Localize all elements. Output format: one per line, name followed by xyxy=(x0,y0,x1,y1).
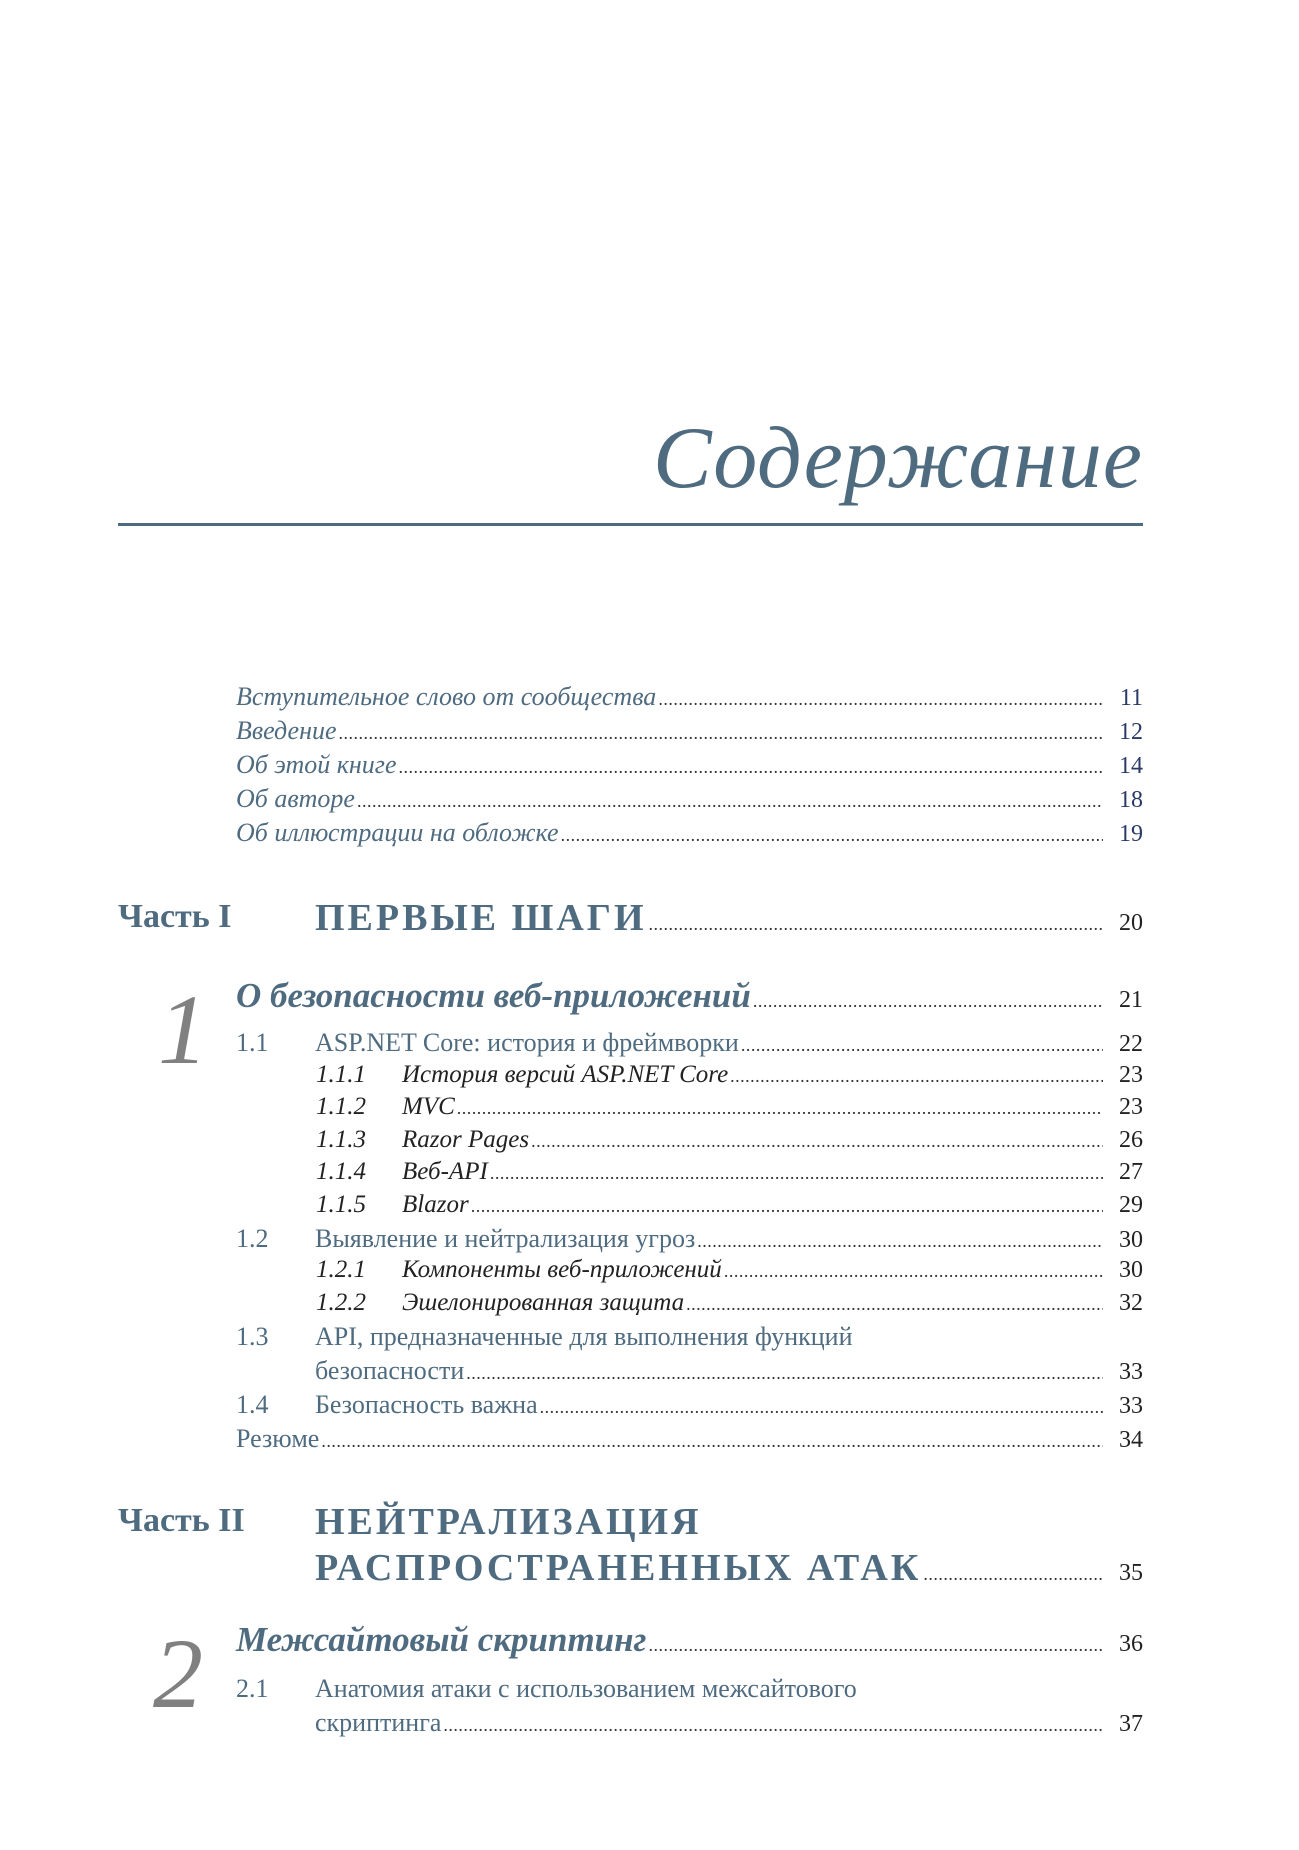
toc-entry-about-book[interactable] xyxy=(0,750,1299,780)
subsection-number: 1.1.4 xyxy=(316,1158,366,1185)
subsection-title: Веб-API xyxy=(402,1158,488,1185)
toc-entry-subsection-1-1-3[interactable] xyxy=(0,1126,1299,1154)
subsection-title: Blazor xyxy=(402,1191,469,1218)
title-rule xyxy=(118,523,1143,526)
toc-page-number: 23 xyxy=(1119,1094,1143,1120)
section-title: ASP.NET Core: история и фреймворки xyxy=(315,1028,739,1057)
leader-dots xyxy=(686,1294,1103,1315)
toc-entry-section-1-2[interactable] xyxy=(0,1224,1299,1254)
toc-entry-subsection-1-1-4[interactable] xyxy=(0,1158,1299,1186)
toc-entry-chapter-1[interactable] xyxy=(0,976,1299,1016)
subsection-number: 1.1.3 xyxy=(316,1126,366,1153)
toc-entry-subsection-1-1-1[interactable] xyxy=(0,1061,1299,1089)
toc-page-number: 21 xyxy=(1119,987,1143,1013)
leader-dots xyxy=(357,791,1103,812)
section-title: Безопасность важна xyxy=(315,1390,538,1419)
subsection-title: Razor Pages xyxy=(402,1126,530,1153)
toc-entry-summary[interactable] xyxy=(0,1424,1299,1454)
toc-page-number: 23 xyxy=(1119,1062,1143,1088)
toc-page-number: 30 xyxy=(1119,1257,1143,1283)
toc-page-number: 14 xyxy=(1119,753,1143,779)
toc-entry-part-1[interactable] xyxy=(0,896,1299,940)
leader-dots xyxy=(658,689,1103,710)
leader-dots xyxy=(730,1066,1103,1087)
leader-dots xyxy=(724,1261,1103,1282)
part-2-title-line-1: НЕЙТРАЛИЗАЦИЯ xyxy=(315,1501,702,1543)
leader-dots xyxy=(741,1035,1103,1056)
toc-entry-introduction[interactable] xyxy=(0,716,1299,746)
toc-page-number: 33 xyxy=(1119,1393,1143,1419)
toc-page-number: 12 xyxy=(1119,719,1143,745)
summary-title: Резюме xyxy=(236,1424,320,1453)
chapter-title: Межсайтовый скриптинг xyxy=(236,1620,647,1659)
part-2-label: Часть II xyxy=(118,1502,245,1539)
subsection-title: Эшелонированная защита xyxy=(402,1289,685,1316)
toc-page-number: 19 xyxy=(1119,821,1143,847)
section-number: 1.1 xyxy=(236,1028,269,1057)
section-title-line-2: скриптинга xyxy=(315,1708,442,1737)
subsection-number: 1.1.1 xyxy=(316,1061,366,1088)
chapter-title: О безопасности веб-приложений xyxy=(236,976,751,1015)
toc-entry-section-1-1[interactable] xyxy=(0,1028,1299,1058)
toc-page-number: 33 xyxy=(1119,1359,1143,1385)
subsection-title: Компоненты веб-приложений xyxy=(402,1256,722,1283)
toc-page-number: 32 xyxy=(1119,1290,1143,1316)
section-number: 2.1 xyxy=(236,1674,269,1703)
toc-page-number: 18 xyxy=(1119,787,1143,813)
subsection-number: 1.2.1 xyxy=(316,1256,366,1283)
chapter-2-number: 2 xyxy=(153,1618,203,1729)
section-title: Выявление и нейтрализация угроз xyxy=(315,1224,696,1253)
subsection-number: 1.2.2 xyxy=(316,1289,366,1316)
leader-dots xyxy=(649,914,1103,935)
leader-dots xyxy=(531,1131,1103,1152)
leader-dots xyxy=(923,1564,1103,1585)
leader-dots xyxy=(471,1196,1103,1217)
toc-entry-cover-illustration[interactable] xyxy=(0,818,1299,848)
toc-entry-text: Вступительное слово от сообщества xyxy=(236,682,657,711)
toc-entry-text: Об авторе xyxy=(236,784,355,813)
toc-entry-text: Об иллюстрации на обложке xyxy=(236,818,559,847)
leader-dots xyxy=(399,757,1104,778)
subsection-number: 1.1.2 xyxy=(316,1093,366,1120)
toc-page-number: 29 xyxy=(1119,1192,1143,1218)
toc-page-number: 35 xyxy=(1119,1560,1143,1586)
toc-entry-subsection-1-2-2[interactable] xyxy=(0,1289,1299,1317)
toc-page-number: 37 xyxy=(1119,1711,1143,1737)
leader-dots xyxy=(753,991,1103,1012)
toc-entry-subsection-1-1-5[interactable] xyxy=(0,1191,1299,1219)
leader-dots xyxy=(457,1098,1103,1119)
part-2-title-line-2: РАСПРОСТРАНЕННЫХ АТАК xyxy=(315,1547,922,1589)
toc-entry-part-2[interactable] xyxy=(0,1546,1299,1590)
section-title-line-2: безопасности xyxy=(315,1356,465,1385)
chapter-1-number: 1 xyxy=(158,974,208,1085)
leader-dots xyxy=(540,1397,1103,1418)
toc-page-number: 27 xyxy=(1119,1159,1143,1185)
toc-page-number: 11 xyxy=(1119,685,1143,711)
toc-page-number: 20 xyxy=(1119,910,1143,936)
toc-entry-subsection-1-2-1[interactable] xyxy=(0,1256,1299,1284)
section-number: 1.2 xyxy=(236,1224,269,1253)
section-number: 1.4 xyxy=(236,1390,269,1419)
section-number: 1.3 xyxy=(236,1322,269,1351)
subsection-number: 1.1.5 xyxy=(316,1191,366,1218)
toc-page-number: 36 xyxy=(1119,1631,1143,1657)
section-title-line-1: API, предназначенные для выполнения функций xyxy=(315,1322,853,1351)
toc-page-number: 34 xyxy=(1119,1427,1143,1453)
toc-entry-section-2-1[interactable] xyxy=(0,1708,1299,1738)
toc-entry-subsection-1-1-2[interactable] xyxy=(0,1093,1299,1121)
toc-entry-foreword[interactable] xyxy=(0,682,1299,712)
toc-entry-about-author[interactable] xyxy=(0,784,1299,814)
toc-page-number: 22 xyxy=(1119,1031,1143,1057)
subsection-title: MVC xyxy=(402,1093,455,1120)
part-1-label: Часть I xyxy=(118,898,232,935)
toc-entry-section-1-3[interactable] xyxy=(0,1356,1299,1386)
section-title-line-1: Анатомия атаки с использованием межсайтового xyxy=(315,1674,857,1703)
leader-dots xyxy=(697,1231,1103,1252)
leader-dots xyxy=(321,1431,1103,1452)
leader-dots xyxy=(561,825,1103,846)
leader-dots xyxy=(443,1715,1103,1736)
toc-entry-chapter-2[interactable] xyxy=(0,1620,1299,1660)
toc-entry-section-1-4[interactable] xyxy=(0,1390,1299,1420)
leader-dots xyxy=(490,1163,1103,1184)
toc-page-number: 26 xyxy=(1119,1127,1143,1153)
toc-entry-text: Об этой книге xyxy=(236,750,397,779)
page-title: Содержание xyxy=(652,410,1143,507)
toc-page-number: 30 xyxy=(1119,1227,1143,1253)
toc-entry-text: Введение xyxy=(236,716,337,745)
leader-dots xyxy=(466,1363,1103,1384)
subsection-title: История версий ASP.NET Core xyxy=(402,1061,729,1088)
leader-dots xyxy=(339,723,1103,744)
leader-dots xyxy=(648,1635,1103,1656)
part-title: ПЕРВЫЕ ШАГИ xyxy=(315,897,647,939)
